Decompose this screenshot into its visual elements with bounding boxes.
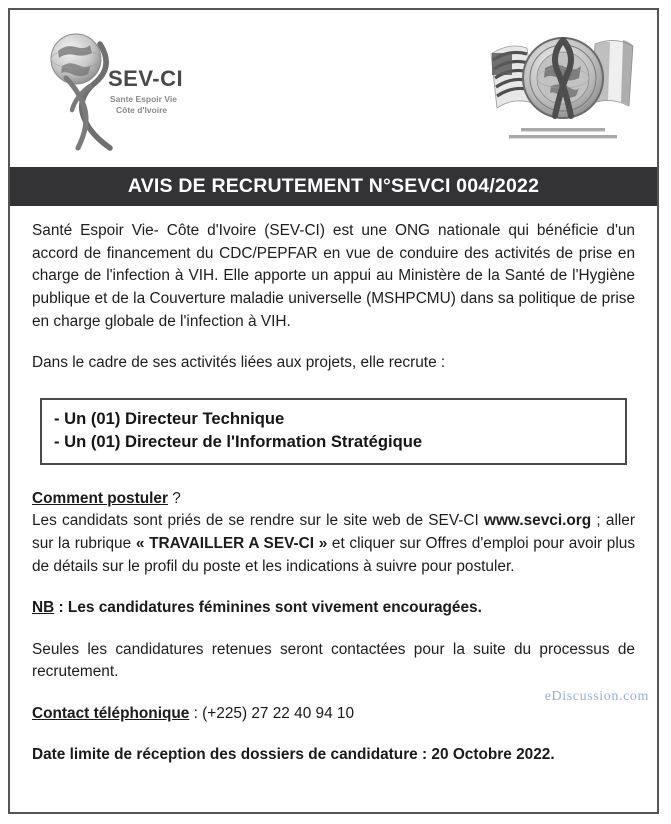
page-title: AVIS DE RECRUTEMENT N°SEVCI 004/2022 (127, 175, 540, 197)
svg-text:Côte d'Ivoire: Côte d'Ivoire (116, 105, 168, 115)
sev-ci-logo (28, 26, 198, 156)
apply-text-end: et cliquer sur Offres d'emploi pour avoir plus de détails sur le profil du poste et les indications à suivre pour postuler. (32, 534, 636, 575)
notice-title-band (10, 167, 657, 206)
document-header (10, 10, 657, 167)
contact-line (32, 703, 635, 725)
contact-label: Contact téléphonique (32, 704, 190, 722)
spacer (32, 684, 635, 703)
spacer (32, 333, 635, 352)
document-body (10, 206, 657, 766)
recruit-intro-line: Dans le cadre de ses activités liées aux projets, elle recrute : (32, 354, 446, 372)
deadline-line (32, 744, 635, 766)
deadline-label: Date limite de réception des dossiers de candidature : (32, 746, 432, 764)
apply-text-after-url: ; aller sur la rubrique (32, 512, 635, 552)
selection-notice: Seules les candidatures retenues seront contactées pour la suite du processus de recrutement. (32, 640, 635, 681)
deadline-date: 20 Octobre 2022. (431, 746, 555, 764)
spacer (32, 375, 635, 398)
watermark: eDiscussion.com (544, 689, 649, 704)
list-item: - Un (01) Directeur de l'Information Stratégique (54, 432, 423, 452)
nb-notice (32, 597, 635, 619)
document-page (8, 8, 659, 814)
positions-box (40, 398, 627, 465)
sevci-website-url[interactable]: www.sevci.org (483, 512, 592, 530)
spacer (32, 578, 635, 597)
apply-rubric-label: « TRAVAILLER A SEV-CI » (135, 534, 328, 552)
spacer (32, 725, 635, 744)
spacer (32, 620, 635, 639)
nb-label: NB (32, 599, 55, 617)
svg-text:SEV-CI: SEV-CI (108, 66, 184, 91)
how-to-apply-heading (32, 488, 635, 510)
how-to-apply-body (32, 510, 635, 578)
contact-separator: : (189, 704, 203, 722)
how-to-apply-heading-label: Comment postuler (32, 489, 168, 507)
how-to-apply-heading-suffix: ? (167, 489, 181, 507)
svg-text:Sante Espoir Vie: Sante Espoir Vie (110, 94, 177, 104)
nb-text: : Les candidatures féminines sont vivement encouragées. (54, 599, 482, 617)
intro-paragraph: Santé Espoir Vie- Côte d'Ivoire (SEV-CI) est une ONG nationale qui bénéficie d'un accord de financement du CDC/PEPFAR en vue de conduire des activités de prise en charge de l'infection à VIH. Elle apporte un appui au Ministère de la Santé de l'Hygiène publique et de la Couverture maladie universelle (MSHPCMU) dans sa politique de prise en charge globale de l'infection à VIH. (32, 222, 635, 330)
contact-phone-number[interactable]: (+225) 27 22 40 94 10 (202, 704, 355, 722)
list-item: - Un (01) Directeur Technique (54, 408, 285, 428)
spacer (32, 465, 635, 488)
pepfar-us-embassy-logo (483, 20, 643, 152)
apply-text-before-url: Les candidats sont priés de se rendre sur le site web de SEV-CI (32, 512, 484, 530)
